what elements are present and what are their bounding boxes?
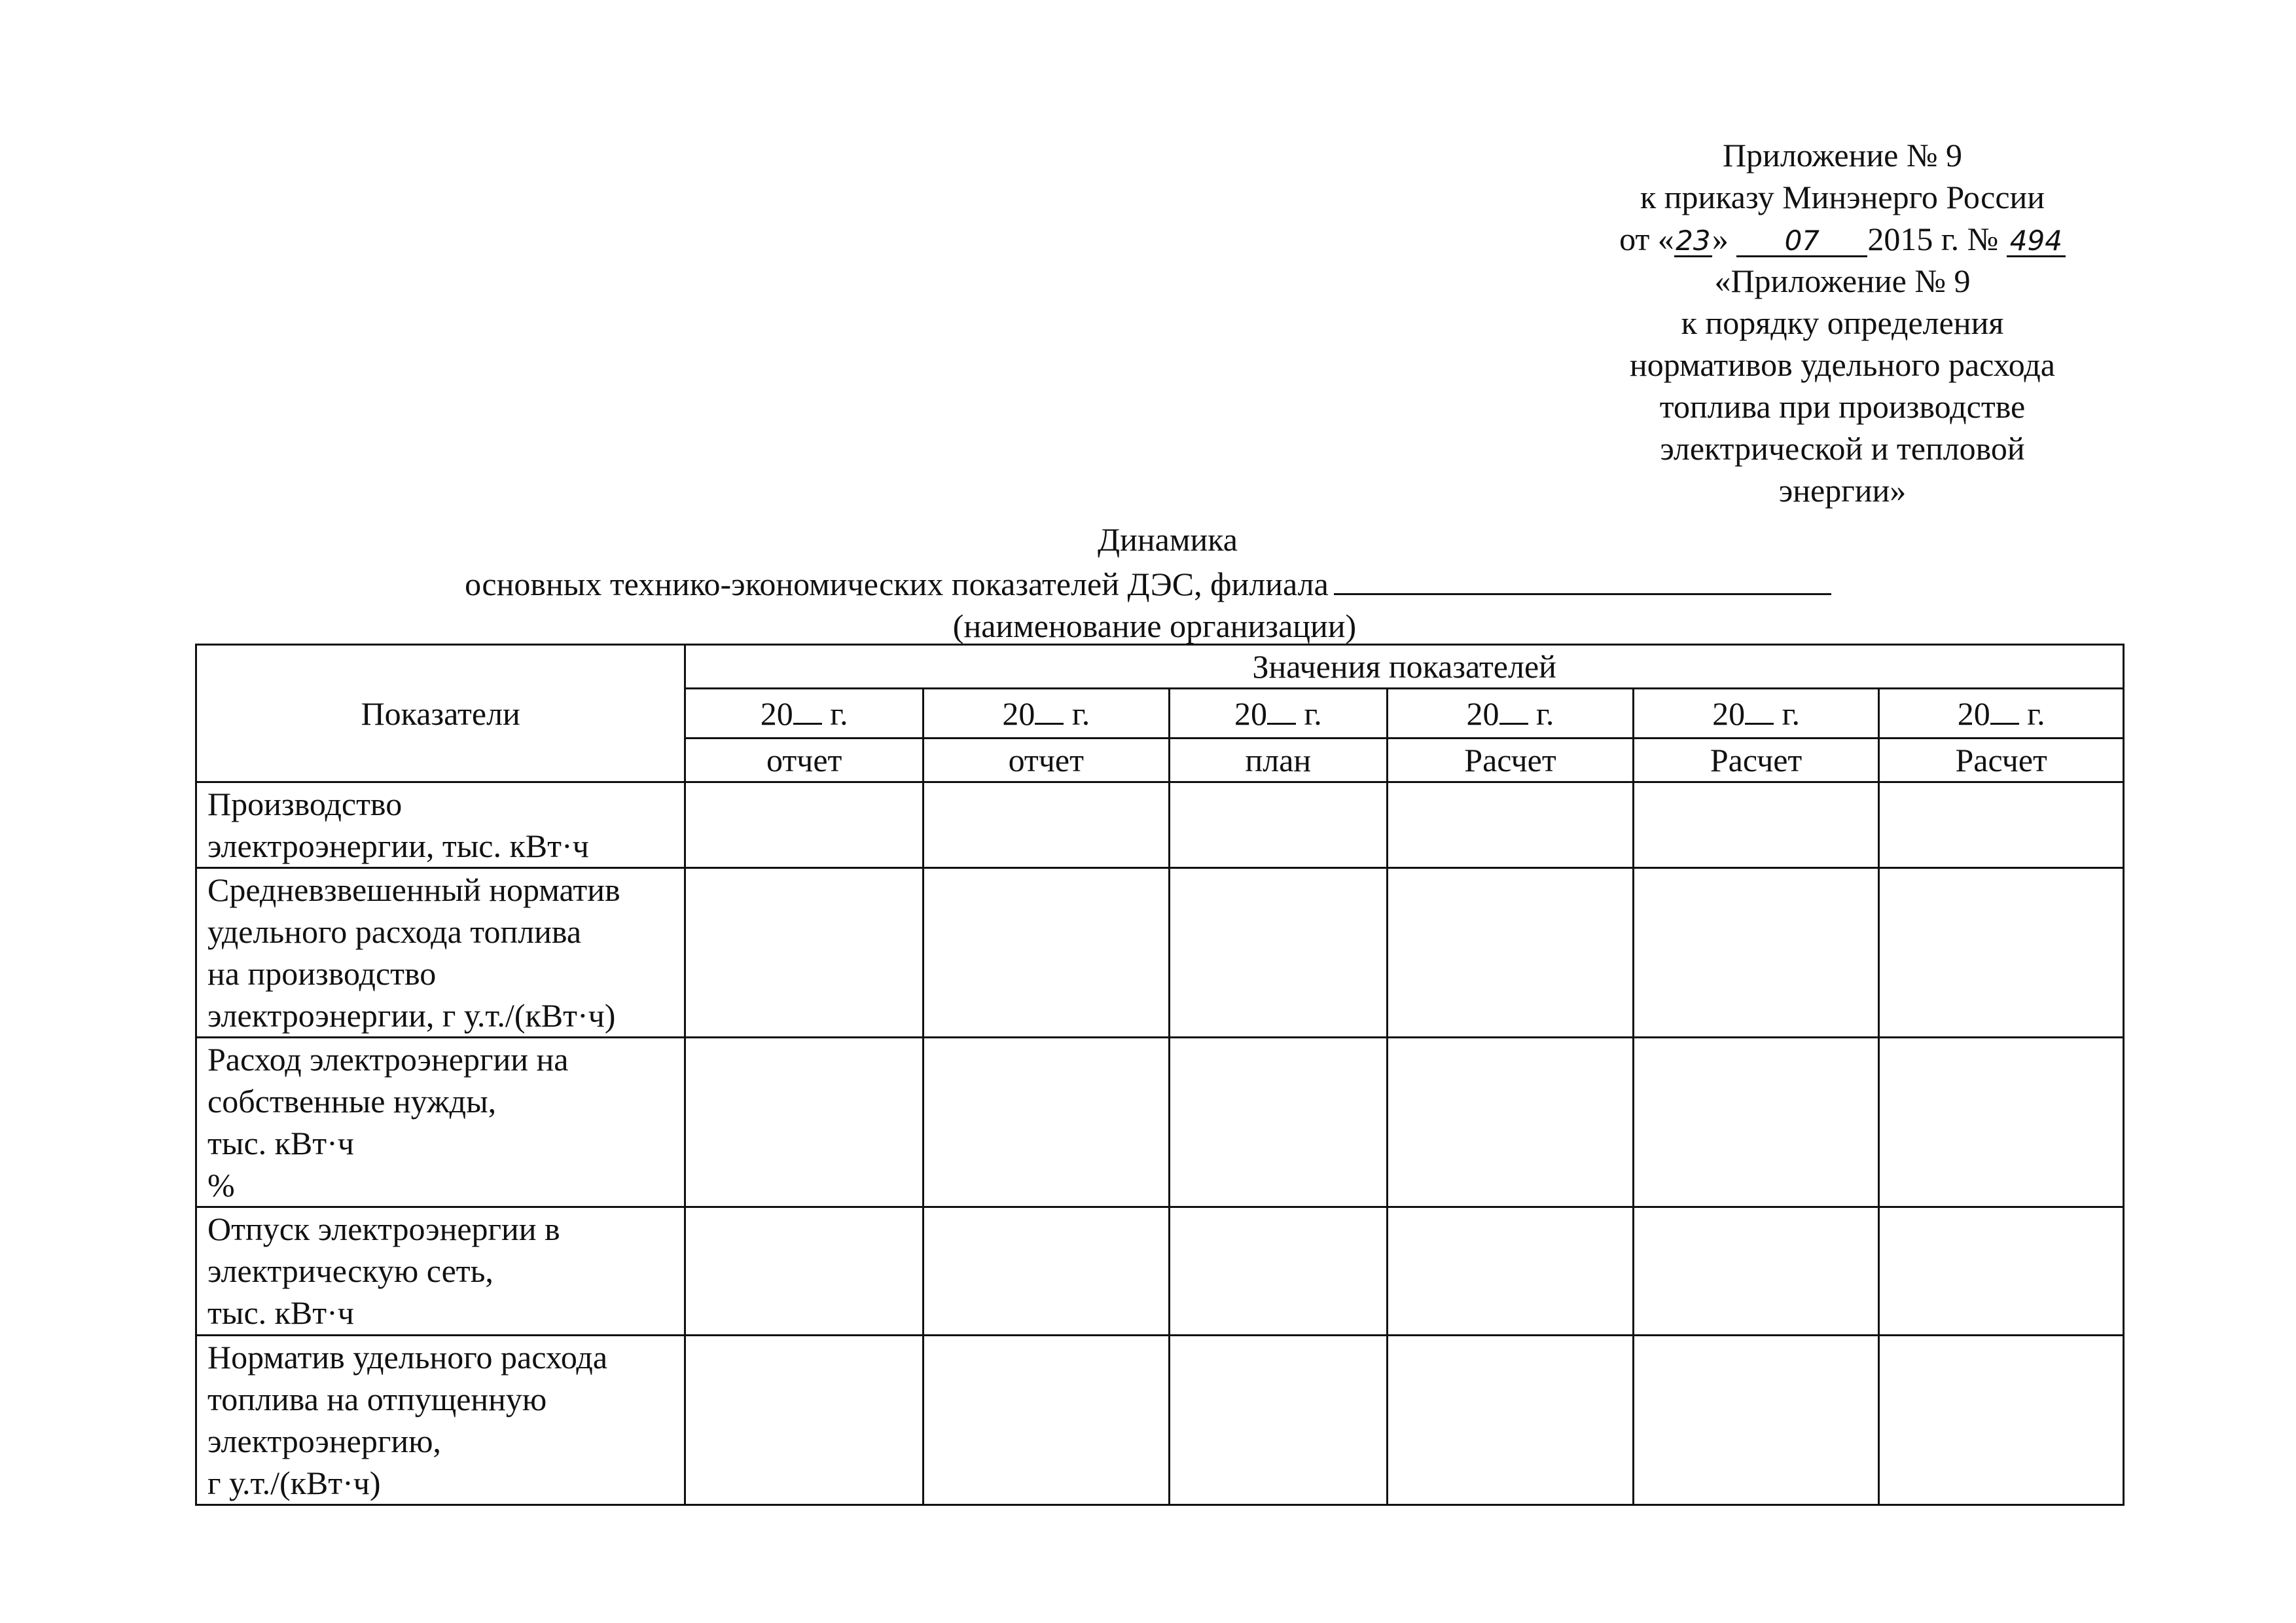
indicator-label: [196, 782, 685, 868]
quote-line-1: «Приложение № 9: [1714, 263, 1971, 299]
year-blank-line: [1745, 694, 1774, 725]
column-type-header: Расчет: [1879, 739, 2124, 782]
indicator-label-line: электроэнергию,: [207, 1423, 441, 1459]
table-row: [196, 1038, 2124, 1207]
title-line-2: [0, 560, 2296, 605]
year-blank-line: [1990, 694, 2019, 725]
indicator-label-line: Норматив удельного расхода: [207, 1339, 608, 1376]
value-cell[interactable]: [1633, 1038, 1879, 1207]
value-cell[interactable]: [685, 1207, 924, 1336]
title-line-1: Динамика: [1098, 521, 1238, 558]
indicator-label-line: электроэнергии, г у.т./(кВт·ч): [207, 997, 616, 1034]
value-cell[interactable]: [1169, 782, 1388, 868]
indicator-label: [196, 1038, 685, 1207]
year-cell: [1169, 689, 1388, 739]
value-cell[interactable]: [685, 1336, 924, 1505]
indicator-label-line: тыс. кВт·ч: [207, 1125, 354, 1161]
indicator-label-line: удельного расхода топлива: [207, 913, 582, 950]
value-cell[interactable]: [685, 868, 924, 1038]
indicator-label: [196, 1336, 685, 1505]
value-cell[interactable]: [685, 782, 924, 868]
year-suffix: г.: [1071, 695, 1090, 732]
value-cell[interactable]: [1388, 1038, 1634, 1207]
year-cell: [685, 689, 924, 739]
value-cell[interactable]: [1879, 782, 2124, 868]
quote-line-2: к порядку определения: [1681, 304, 2004, 341]
column-type-header: Расчет: [1388, 739, 1634, 782]
year-prefix: 20: [1957, 695, 1990, 732]
indicator-label: [196, 1207, 685, 1336]
table-row: [196, 782, 2124, 868]
date-year: 2015 г. №: [1867, 221, 1999, 257]
value-cell[interactable]: [1388, 782, 1634, 868]
indicator-label-line: Расход электроэнергии на: [207, 1041, 569, 1078]
value-cell[interactable]: [685, 1038, 924, 1207]
year-suffix: г.: [1304, 695, 1322, 732]
indicator-label-line: тыс. кВт·ч: [207, 1294, 354, 1331]
column-type-header: Расчет: [1633, 739, 1879, 782]
year-blank-line: [1499, 694, 1528, 725]
title-line-3: (наименование организации): [952, 608, 1357, 644]
column-type-header: отчет: [685, 739, 924, 782]
date-prefix: от «: [1619, 221, 1674, 257]
year-blank-line: [793, 694, 822, 725]
value-cell[interactable]: [1633, 782, 1879, 868]
indicators-header: Показатели: [196, 645, 685, 782]
year-prefix: 20: [1002, 695, 1035, 732]
year-cell: [1388, 689, 1634, 739]
indicator-label-line: электроэнергии, тыс. кВт·ч: [207, 828, 589, 864]
quote-line-5: электрической и тепловой: [1660, 430, 2025, 467]
quote-line-4: топлива при производстве: [1659, 388, 2026, 425]
quote-line-3: нормативов удельного расхода: [1630, 346, 2055, 383]
indicator-label-line: на производство: [207, 955, 437, 992]
indicator-label: [196, 868, 685, 1038]
year-blank-line: [1035, 694, 1064, 725]
value-cell[interactable]: [1879, 1207, 2124, 1336]
indicators-table: [195, 644, 2125, 1506]
year-cell: [923, 689, 1169, 739]
year-prefix: 20: [1712, 695, 1746, 732]
date-mid: »: [1712, 221, 1729, 257]
indicator-label-line: г у.т./(кВт·ч): [207, 1465, 381, 1501]
value-cell[interactable]: [1633, 868, 1879, 1038]
appendix-order-reference: к приказу Минэнерго России: [1640, 179, 2045, 215]
year-prefix: 20: [760, 695, 793, 732]
document-title: [0, 519, 2296, 647]
title-line-2-text: основных технико-экономических показателей ДЭС, филиала: [465, 566, 1329, 602]
quote-line-6: энергии»: [1778, 472, 1907, 509]
value-cell[interactable]: [1169, 1336, 1388, 1505]
indicator-label-line: электрическую сеть,: [207, 1252, 493, 1289]
year-prefix: 20: [1466, 695, 1499, 732]
table-row: [196, 868, 2124, 1038]
value-cell[interactable]: [1169, 1207, 1388, 1336]
value-cell[interactable]: [1633, 1207, 1879, 1336]
column-type-header: план: [1169, 739, 1388, 782]
indicator-label-line: Производство: [207, 786, 403, 822]
indicator-label-line: Отпуск электроэнергии в: [207, 1211, 560, 1247]
order-number-handwritten: 494: [2007, 227, 2066, 257]
date-day-handwritten: 23: [1674, 227, 1712, 257]
table-body: [196, 782, 2124, 1505]
value-cell[interactable]: [1633, 1336, 1879, 1505]
appendix-number: Приложение № 9: [1722, 137, 1963, 173]
date-month-handwritten: 07: [1736, 227, 1867, 257]
table-header: [196, 645, 2124, 782]
indicator-label-line: собственные нужды,: [207, 1083, 497, 1120]
year-cell: [1633, 689, 1879, 739]
year-suffix: г.: [2027, 695, 2045, 732]
table-row: [196, 1336, 2124, 1505]
table-row: [196, 1207, 2124, 1336]
year-blank-line: [1267, 694, 1296, 725]
year-cell: [1879, 689, 2124, 739]
indicator-label-line: Средневзвешенный норматив: [207, 871, 620, 908]
value-cell[interactable]: [1879, 1038, 2124, 1207]
year-prefix: 20: [1234, 695, 1267, 732]
value-cell[interactable]: [923, 868, 1169, 1038]
value-cell[interactable]: [923, 1207, 1169, 1336]
value-cell[interactable]: [1388, 1336, 1634, 1505]
appendix-order-date: [1558, 218, 2127, 260]
organization-blank-line: [1334, 560, 1831, 595]
year-suffix: г.: [1536, 695, 1554, 732]
value-cell[interactable]: [1388, 868, 1634, 1038]
value-cell[interactable]: [923, 782, 1169, 868]
year-suffix: г.: [1782, 695, 1800, 732]
value-cell[interactable]: [1169, 1038, 1388, 1207]
year-suffix: г.: [830, 695, 848, 732]
value-cell[interactable]: [1169, 868, 1388, 1038]
value-cell[interactable]: [1388, 1207, 1634, 1336]
appendix-header: [1558, 134, 2127, 511]
value-cell[interactable]: [923, 1336, 1169, 1505]
value-cell[interactable]: [1879, 868, 2124, 1038]
value-cell[interactable]: [923, 1038, 1169, 1207]
value-cell[interactable]: [1879, 1336, 2124, 1505]
column-type-header: отчет: [923, 739, 1169, 782]
values-header: Значения показателей: [685, 645, 2124, 689]
indicator-label-line: %: [207, 1167, 235, 1203]
indicator-label-line: топлива на отпущенную: [207, 1381, 547, 1417]
